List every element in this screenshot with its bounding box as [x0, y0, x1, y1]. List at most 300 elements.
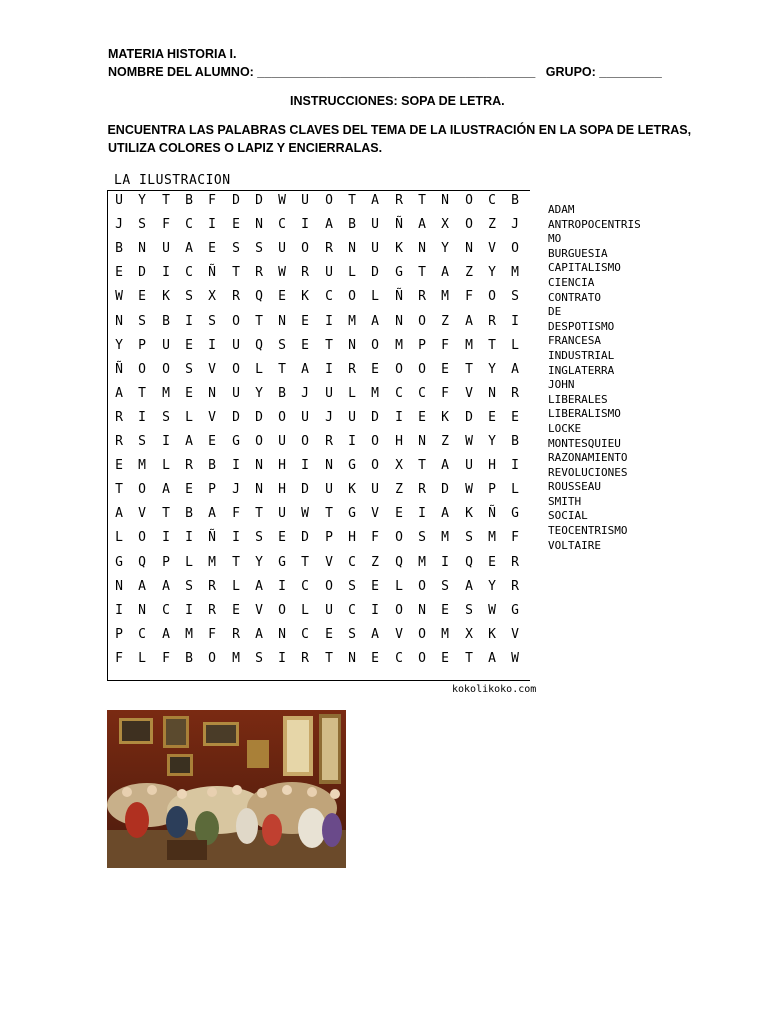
grid-letter: G — [395, 265, 403, 280]
grid-letter: L — [511, 338, 519, 353]
grid-letter: E — [488, 555, 496, 570]
word-list-item: ROUSSEAU — [548, 480, 601, 494]
grid-letter: K — [465, 506, 473, 521]
grid-letter: U — [371, 217, 379, 232]
grid-letter: I — [418, 506, 426, 521]
grid-letter: N — [418, 241, 426, 256]
grid-letter: C — [138, 627, 146, 642]
grid-letter: N — [441, 193, 449, 208]
grid-letter: E — [371, 651, 379, 666]
grid-letter: V — [255, 603, 263, 618]
grid-letter: Q — [465, 555, 473, 570]
grid-letter: L — [162, 458, 170, 473]
grid-letter: S — [348, 627, 356, 642]
word-list-item: LIBERALISMO — [548, 407, 621, 421]
grid-letter: U — [325, 386, 333, 401]
grid-letter: A — [441, 458, 449, 473]
grid-letter: U — [162, 338, 170, 353]
grid-letter: F — [208, 193, 216, 208]
grid-letter: Ñ — [488, 506, 496, 521]
grid-letter: I — [208, 338, 216, 353]
grid-letter: O — [138, 362, 146, 377]
grid-letter: V — [208, 410, 216, 425]
grid-letter: F — [465, 289, 473, 304]
grid-letter: A — [465, 314, 473, 329]
grid-letter: I — [138, 410, 146, 425]
grid-letter: C — [395, 651, 403, 666]
grid-letter: B — [185, 651, 193, 666]
grid-letter: E — [488, 410, 496, 425]
grid-letter: A — [162, 579, 170, 594]
grid-letter: Z — [441, 314, 449, 329]
grid-letter: D — [138, 265, 146, 280]
grid-letter: E — [441, 603, 449, 618]
grid-letter: N — [255, 458, 263, 473]
grid-letter: A — [488, 651, 496, 666]
grid-letter: N — [325, 458, 333, 473]
grid-letter: Ñ — [208, 530, 216, 545]
grid-letter: N — [418, 434, 426, 449]
grid-letter: V — [371, 506, 379, 521]
grid-letter: T — [138, 386, 146, 401]
grid-letter: K — [301, 289, 309, 304]
grid-letter: L — [371, 289, 379, 304]
grid-letter: Q — [395, 555, 403, 570]
grid-letter: M — [441, 289, 449, 304]
grid-letter: F — [371, 530, 379, 545]
grid-letter: U — [115, 193, 123, 208]
grid-letter: D — [255, 193, 263, 208]
grid-letter: C — [418, 386, 426, 401]
grid-letter: F — [441, 386, 449, 401]
grid-letter: Ñ — [208, 265, 216, 280]
grid-letter: O — [371, 458, 379, 473]
grid-letter: Z — [465, 265, 473, 280]
grid-letter: E — [185, 386, 193, 401]
grid-letter: R — [301, 651, 309, 666]
grid-letter: G — [232, 434, 240, 449]
grid-letter: K — [441, 410, 449, 425]
grid-letter: P — [138, 338, 146, 353]
grid-letter: C — [185, 265, 193, 280]
grid-letter: R — [185, 458, 193, 473]
grid-letter: C — [301, 627, 309, 642]
grid-letter: S — [418, 530, 426, 545]
grid-letter: O — [278, 603, 286, 618]
grid-letter: N — [395, 314, 403, 329]
grid-letter: E — [278, 289, 286, 304]
grid-letter: I — [232, 530, 240, 545]
instructions-title: INSTRUCCIONES: SOPA DE LETRA. — [290, 94, 505, 108]
grid-letter: Y — [138, 193, 146, 208]
grid-letter: E — [115, 265, 123, 280]
grid-letter: I — [162, 265, 170, 280]
grid-letter: R — [301, 265, 309, 280]
grid-letter: D — [465, 410, 473, 425]
grid-letter: E — [232, 603, 240, 618]
grid-letter: O — [418, 362, 426, 377]
grid-letter: F — [162, 217, 170, 232]
grid-letter: O — [418, 314, 426, 329]
grid-letter: L — [138, 651, 146, 666]
grid-letter: L — [348, 265, 356, 280]
grid-letter: T — [162, 506, 170, 521]
grid-letter: I — [348, 434, 356, 449]
grid-letter: R — [115, 410, 123, 425]
grid-letter: A — [115, 386, 123, 401]
word-list-item: INDUSTRIAL — [548, 348, 615, 362]
grid-letter: R — [232, 289, 240, 304]
grid-letter: M — [348, 314, 356, 329]
grid-letter: I — [371, 603, 379, 618]
grid-letter: U — [278, 241, 286, 256]
grid-letter: L — [232, 579, 240, 594]
grid-letter: T — [348, 193, 356, 208]
grid-letter: B — [162, 314, 170, 329]
grid-letter: V — [325, 555, 333, 570]
grid-letter: I — [395, 410, 403, 425]
grid-letter: Y — [488, 579, 496, 594]
grid-letter: H — [488, 458, 496, 473]
grid-letter: A — [325, 217, 333, 232]
grid-letter: K — [395, 241, 403, 256]
grid-letter: O — [232, 314, 240, 329]
grid-letter: G — [348, 506, 356, 521]
grid-letter: F — [162, 651, 170, 666]
grid-letter: T — [488, 338, 496, 353]
grid-letter: O — [418, 579, 426, 594]
grid-letter: S — [162, 410, 170, 425]
grid-letter: L — [301, 603, 309, 618]
grid-letter: R — [255, 265, 263, 280]
grid-letter: Z — [371, 555, 379, 570]
grid-letter: I — [115, 603, 123, 618]
grid-letter: Ñ — [115, 362, 123, 377]
grid-letter: N — [418, 603, 426, 618]
grid-letter: K — [162, 289, 170, 304]
grid-letter: K — [488, 627, 496, 642]
grid-letter: N — [255, 482, 263, 497]
grid-letter: I — [185, 603, 193, 618]
grid-letter: U — [325, 265, 333, 280]
instructions-text-1: ENCUENTRA LAS PALABRAS CLAVES DEL TEMA DE LA ILUSTRACIÓN EN LA SOPA DE LETRAS, — [104, 123, 692, 137]
grid-letter: G — [511, 506, 519, 521]
grid-letter: O — [162, 362, 170, 377]
grid-letter: N — [488, 386, 496, 401]
grid-letter: T — [325, 506, 333, 521]
grid-letter: T — [115, 482, 123, 497]
grid-letter: E — [301, 338, 309, 353]
grid-letter: R — [348, 362, 356, 377]
grid-letter: W — [301, 506, 309, 521]
grid-letter: V — [395, 627, 403, 642]
grid-letter: Z — [395, 482, 403, 497]
grid-letter: Y — [255, 555, 263, 570]
grid-letter: T — [232, 555, 240, 570]
grid-letter: L — [115, 530, 123, 545]
grid-letter: L — [255, 362, 263, 377]
source-credit: kokolikoko.com — [452, 684, 537, 695]
grid-letter: E — [511, 410, 519, 425]
grid-letter: E — [208, 434, 216, 449]
grid-letter: D — [301, 482, 309, 497]
grid-letter: O — [278, 410, 286, 425]
grid-letter: U — [325, 482, 333, 497]
grid-letter: A — [465, 579, 473, 594]
grid-letter: O — [301, 434, 309, 449]
grid-letter: V — [208, 362, 216, 377]
grid-letter: D — [232, 193, 240, 208]
grid-letter: A — [441, 265, 449, 280]
grid-letter: M — [418, 555, 426, 570]
puzzle-title: LA ILUSTRACION — [114, 173, 231, 188]
grid-letter: Y — [488, 362, 496, 377]
grid-letter: E — [301, 314, 309, 329]
grid-letter: A — [185, 434, 193, 449]
grid-letter: J — [325, 410, 333, 425]
grid-letter: N — [138, 603, 146, 618]
grid-letter: S — [255, 241, 263, 256]
grid-letter: O — [325, 579, 333, 594]
grid-letter: R — [395, 193, 403, 208]
grid-letter: T — [232, 265, 240, 280]
grid-letter: O — [208, 651, 216, 666]
grid-letter: M — [441, 627, 449, 642]
grid-letter: S — [185, 289, 193, 304]
grid-letter: B — [278, 386, 286, 401]
grid-letter: R — [208, 579, 216, 594]
grid-letter: Y — [115, 338, 123, 353]
grid-letter: X — [208, 289, 216, 304]
grid-letter: E — [232, 217, 240, 232]
word-list-item: BURGUESIA — [548, 246, 608, 260]
grid-letter: R — [232, 627, 240, 642]
grid-letter: L — [395, 579, 403, 594]
grid-letter: R — [511, 386, 519, 401]
grid-letter: I — [185, 530, 193, 545]
grid-letter: S — [138, 217, 146, 232]
grid-letter: M — [138, 458, 146, 473]
grid-letter: L — [185, 555, 193, 570]
grid-letter: U — [371, 241, 379, 256]
word-list-item: SMITH — [548, 494, 582, 508]
grid-letter: B — [115, 241, 123, 256]
grid-letter: Q — [255, 338, 263, 353]
word-list-item: LOCKE — [548, 421, 582, 435]
grid-letter: E — [208, 241, 216, 256]
grid-letter: E — [395, 506, 403, 521]
grid-letter: G — [278, 555, 286, 570]
grid-letter: W — [488, 603, 496, 618]
grid-letter: T — [325, 651, 333, 666]
grid-letter: U — [278, 506, 286, 521]
grid-letter: A — [301, 362, 309, 377]
grid-letter: C — [325, 289, 333, 304]
word-list-item: RAZONAMIENTO — [548, 451, 628, 465]
grid-letter: R — [511, 555, 519, 570]
grid-letter: E — [418, 410, 426, 425]
grid-letter: M — [395, 338, 403, 353]
grid-letter: E — [371, 362, 379, 377]
grid-letter: I — [278, 651, 286, 666]
grid-letter: S — [138, 434, 146, 449]
grid-letter: M — [162, 386, 170, 401]
word-list-item: CONTRATO — [548, 290, 601, 304]
grid-letter: M — [371, 386, 379, 401]
grid-letter: F — [441, 338, 449, 353]
grid-letter: Y — [255, 386, 263, 401]
grid-letter: Y — [488, 265, 496, 280]
grid-letter: N — [278, 314, 286, 329]
word-list-item: CIENCIA — [548, 275, 595, 289]
grid-letter: T — [278, 362, 286, 377]
grid-letter: O — [138, 482, 146, 497]
grid-letter: V — [488, 241, 496, 256]
word-list-item: REVOLUCIONES — [548, 465, 628, 479]
grid-letter: R — [208, 603, 216, 618]
grid-letter: S — [278, 338, 286, 353]
word-list-item: MONTESQUIEU — [548, 436, 621, 450]
grid-letter: R — [418, 289, 426, 304]
grid-letter: R — [488, 314, 496, 329]
grid-letter: T — [255, 506, 263, 521]
grid-letter: I — [325, 314, 333, 329]
word-list-item: LIBERALES — [548, 392, 608, 406]
grid-letter: L — [185, 410, 193, 425]
grid-letter: D — [371, 410, 379, 425]
grid-letter: K — [348, 482, 356, 497]
grid-letter: F — [232, 506, 240, 521]
word-list-item: JOHN — [548, 378, 575, 392]
grid-letter: R — [418, 482, 426, 497]
grid-letter: J — [115, 217, 123, 232]
grid-letter: S — [185, 579, 193, 594]
grid-letter: O — [395, 530, 403, 545]
word-list-item: DESPOTISMO — [548, 319, 615, 333]
grid-letter: J — [511, 217, 519, 232]
grid-letter: I — [511, 314, 519, 329]
grid-letter: C — [348, 555, 356, 570]
grid-letter: T — [465, 362, 473, 377]
grid-letter: X — [465, 627, 473, 642]
grid-letter: B — [185, 506, 193, 521]
grid-letter: V — [511, 627, 519, 642]
grid-letter: S — [255, 530, 263, 545]
grid-letter: C — [348, 603, 356, 618]
grid-letter: Ñ — [395, 217, 403, 232]
grid-letter: O — [301, 241, 309, 256]
grid-letter: R — [325, 434, 333, 449]
puzzle-top-border — [108, 190, 530, 191]
grid-letter: S — [232, 241, 240, 256]
grid-letter: O — [371, 338, 379, 353]
grid-letter: T — [418, 193, 426, 208]
grid-letter: I — [511, 458, 519, 473]
grid-letter: N — [138, 241, 146, 256]
grid-letter: I — [232, 458, 240, 473]
word-list-item: DE — [548, 305, 562, 319]
grid-letter: U — [348, 410, 356, 425]
grid-letter: U — [232, 338, 240, 353]
grid-letter: N — [465, 241, 473, 256]
grid-letter: C — [301, 579, 309, 594]
grid-letter: U — [232, 386, 240, 401]
grid-letter: H — [278, 458, 286, 473]
grid-letter: I — [325, 362, 333, 377]
grid-letter: O — [488, 289, 496, 304]
grid-letter: W — [278, 265, 286, 280]
grid-letter: E — [371, 579, 379, 594]
student-name-line: NOMBRE DEL ALUMNO: ________________________________________ GRUPO: _________ — [108, 65, 662, 79]
grid-letter: M — [465, 338, 473, 353]
grid-letter: D — [301, 530, 309, 545]
grid-letter: A — [185, 241, 193, 256]
grid-letter: B — [185, 193, 193, 208]
grid-letter: T — [301, 555, 309, 570]
grid-letter: O — [511, 241, 519, 256]
word-list-item: ADAM — [548, 203, 575, 216]
grid-letter: W — [511, 651, 519, 666]
grid-letter: A — [255, 579, 263, 594]
grid-letter: O — [232, 362, 240, 377]
grid-letter: C — [395, 386, 403, 401]
grid-letter: I — [301, 458, 309, 473]
grid-letter: H — [395, 434, 403, 449]
grid-letter: F — [115, 651, 123, 666]
grid-letter: D — [441, 482, 449, 497]
instructions-text-2: UTILIZA COLORES O LAPIZ Y ENCIERRALAS. — [108, 141, 383, 155]
grid-letter: M — [511, 265, 519, 280]
grid-letter: M — [441, 530, 449, 545]
grid-letter: M — [232, 651, 240, 666]
grid-letter: I — [162, 530, 170, 545]
word-list-item: ANTROPOCENTRIS — [548, 217, 641, 231]
grid-letter: U — [371, 482, 379, 497]
grid-letter: N — [255, 217, 263, 232]
grid-letter: D — [232, 410, 240, 425]
grid-letter: S — [441, 579, 449, 594]
grid-letter: C — [185, 217, 193, 232]
grid-letter: M — [488, 530, 496, 545]
grid-letter: O — [395, 603, 403, 618]
grid-letter: X — [441, 217, 449, 232]
grid-letter: P — [208, 482, 216, 497]
grid-letter: U — [301, 410, 309, 425]
grid-letter: M — [185, 627, 193, 642]
grid-letter: L — [511, 482, 519, 497]
subject-line: MATERIA HISTORIA I. — [108, 47, 237, 61]
grid-letter: A — [441, 506, 449, 521]
grid-letter: L — [348, 386, 356, 401]
grid-letter: O — [418, 651, 426, 666]
grid-letter: P — [325, 530, 333, 545]
grid-letter: T — [255, 314, 263, 329]
grid-letter: D — [255, 410, 263, 425]
grid-letter: E — [115, 458, 123, 473]
grid-letter: G — [348, 458, 356, 473]
grid-letter: J — [301, 386, 309, 401]
grid-letter: C — [278, 217, 286, 232]
word-list-item: INGLATERRA — [548, 363, 615, 377]
grid-letter: B — [348, 217, 356, 232]
word-list-item: VOLTAIRE — [548, 538, 601, 552]
grid-letter: P — [418, 338, 426, 353]
grid-letter: M — [208, 555, 216, 570]
grid-letter: I — [441, 555, 449, 570]
grid-letter: T — [465, 651, 473, 666]
grid-letter: I — [301, 217, 309, 232]
grid-letter: T — [325, 338, 333, 353]
